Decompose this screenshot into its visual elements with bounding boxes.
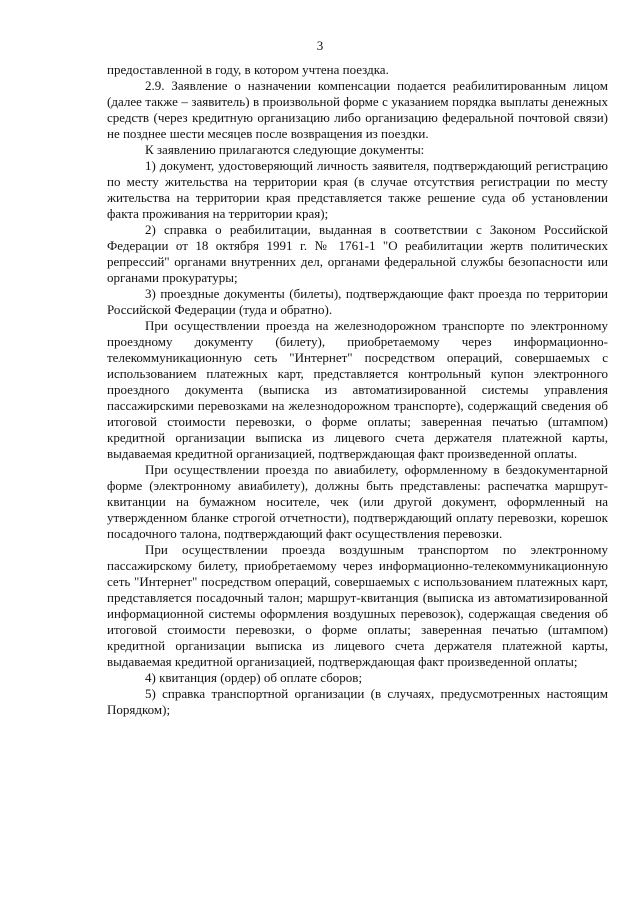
list-item-transport-organization-certificate: 5) справка транспортной организации (в случаях, предусмотренных настоящим Порядком); <box>107 686 608 717</box>
paragraph-air-transport-electronic-ticket: При осуществлении проезда воздушным транспортом по электронному пассажирскому билету, приобретаемому через информационно-телекоммуникационную сеть "Интернет" посредством операций, совершаемых с использованием платежных карт, представляется посадочный талон; маршрут-квитанция (выписка из автоматизированной информационной системы оформления воздушных перевозок), содержащая сведения об итоговой стоимости перевозки, о форме оплаты; заверенная печатью (штампом) кредитной организации выписка из лицевого счета держателя платежной карты, выдаваемая кредитной организацией, подтверждающая факт произведенной оплаты; <box>107 542 608 669</box>
paragraph-railway-electronic-ticket: При осуществлении проезда на железнодорожном транспорте по электронному проездному документу (билету), приобретаемому через информационно-телекоммуникационную сеть "Интернет" посредством операций, совершаемых с использованием платежных карт, представляется контрольный купон электронного проездного документа (выписка из автоматизированной системы управления пассажирскими перевозками на железнодорожном транспорте), содержащий сведения об итоговой стоимости перевозки, о форме оплаты; заверенная печатью (штампом) кредитной организации выписка из лицевого счета держателя платежной карты, выдаваемая кредитной организацией, подтверждающая факт произведенной оплаты. <box>107 318 608 461</box>
paragraph-electronic-air-ticket: При осуществлении проезда по авиабилету, оформленному в бездокументарной форме (электронному авиабилету), должны быть представлены: распечатка маршрут-квитанции на бумажном носителе, чек (или другой документ, оформленный на утвержденном бланке строгой отчетности), подтверждающий оплату перевозки, корешок посадочного талона, подтверждающий факт осуществления перевозки. <box>107 462 608 541</box>
list-item-fee-receipt: 4) квитанция (ордер) об оплате сборов; <box>145 670 363 685</box>
page-number: 3 <box>316 38 324 53</box>
paragraph-2-9-application: 2.9. Заявление о назначении компенсации подается реабилитированным лицом (далее также – заявитель) в произвольной форме с указанием порядка выплаты денежных средств (через кредитную организацию либо организацию федеральной почтовой связи) не позднее шести месяцев после возвращения из поездки. <box>107 78 608 141</box>
list-item-identity-document: 1) документ, удостоверяющий личность заявителя, подтверждающий регистрацию по месту жительства на территории края (в случае отсутствия регистрации по месту жительства на территории края представляется также решение суда об установлении факта проживания на территории края); <box>107 158 608 221</box>
paragraph-attached-documents-intro: К заявлению прилагаются следующие документы: <box>145 142 425 157</box>
document-body <box>107 62 608 718</box>
list-item-rehabilitation-certificate: 2) справка о реабилитации, выданная в соответствии с Законом Российской Федерации от 18 октября 1991 г. № 1761-1 "О реабилитации жертв политических репрессий" органами внутренних дел, органами федеральной службы безопасности или органами прокуратуры; <box>107 222 608 285</box>
list-item-travel-documents: 3) проездные документы (билеты), подтверждающие факт проезда по территории Российской Федерации (туда и обратно). <box>107 286 608 317</box>
paragraph-continuation: предоставленной в году, в котором учтена поездка. <box>107 62 389 77</box>
